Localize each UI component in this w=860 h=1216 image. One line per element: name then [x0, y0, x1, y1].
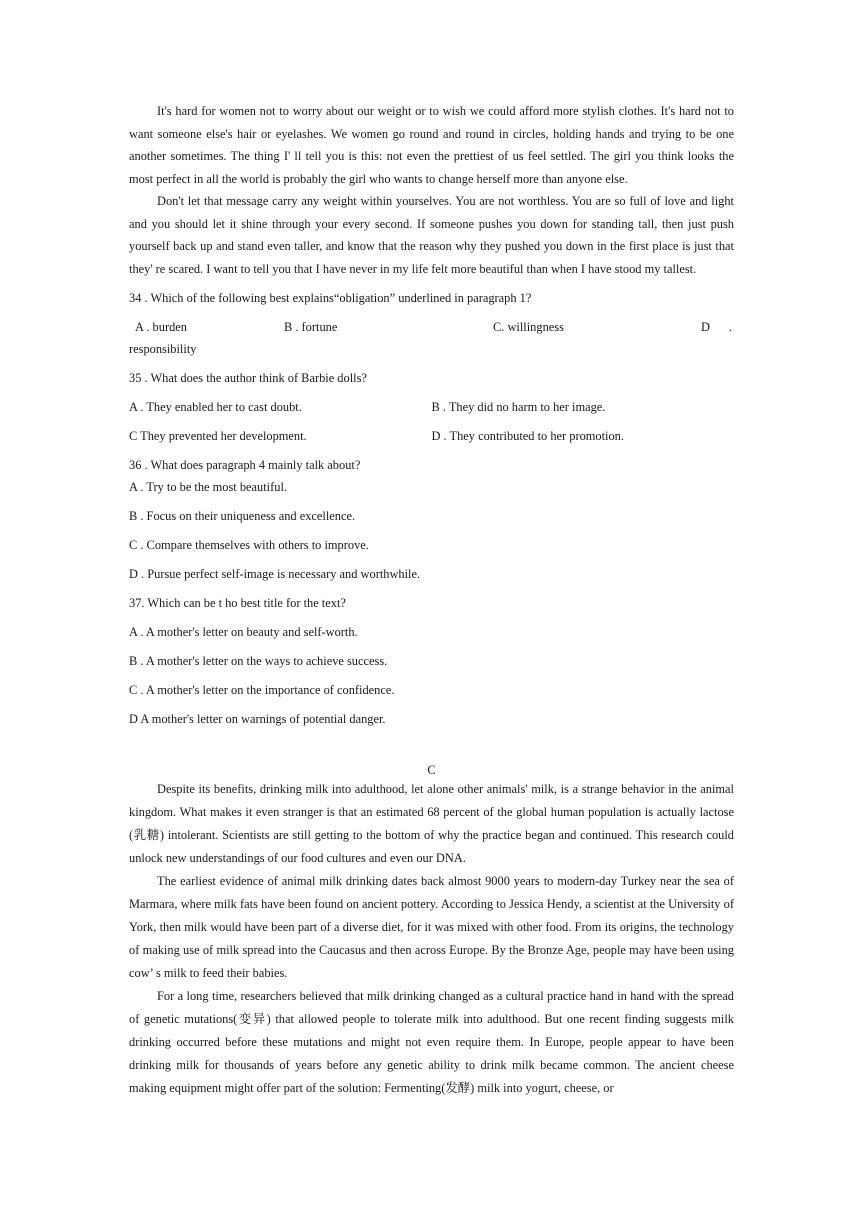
question-34-option-c: C. willingness: [493, 320, 564, 334]
question-34-options: [129, 316, 734, 360]
question-34-option-d-text: responsibility: [129, 342, 197, 356]
paragraph-c-3: For a long time, researchers believed that milk drinking changed as a cultural practice hand in hand with the spread of genetic mutations(变异) that allowed people to tolerate milk into adulthood. But one recent finding suggests milk drinking occurred before these mutations and might not even require them. In Europe, people appear to have been drinking milk for thousands of years before any genetic ability to drink milk became common. The ancient cheese making equipment might offer part of the solution: Fermenting(发酵) milk into yogurt, cheese, or: [129, 989, 734, 1095]
question-36-option-b: B . Focus on their uniqueness and excellence.: [129, 509, 356, 523]
question-35-options-row-2: [129, 425, 734, 447]
question-35-option-d: D . They contributed to her promotion.: [431, 429, 624, 443]
paragraph-b-4: Don't let that message carry any weight within yourselves. You are not worthless. You are so full of love and light and you should let it shine through your every second. If someone pushes you down for standing tall, then just push yourself back up and stand even taller, and know that the reason why they pushed you down in the first place is just that they' re scared. I want to tell you that I have never in my life felt more beautiful than when I have stood my tallest.: [129, 194, 734, 276]
question-35-option-a: A . They enabled her to cast doubt.: [129, 400, 302, 414]
question-36-option-c: C . Compare themselves with others to improve.: [129, 538, 369, 552]
paragraph-b-3: It's hard for women not to worry about our weight or to wish we could afford more stylish clothes. It's hard not to want someone else's hair or eyelashes. We women go round and round in circles, holding hands and trying to be one another sometimes. The thing I' ll tell you is this: not even the prettiest of us feel settled. The girl you think looks the most perfect in all the world is probably the girl who wants to change herself more than anyone else.: [129, 104, 734, 186]
question-35-option-c: C They prevented her development.: [129, 429, 307, 443]
question-36-option-d: D . Pursue perfect self-image is necessary and worthwhile.: [129, 567, 421, 581]
question-34-option-a: A . burden: [135, 320, 187, 334]
question-37-option-c: C . A mother's letter on the importance of confidence.: [129, 683, 395, 697]
question-34-option-d-letter: D: [701, 320, 710, 334]
document-page: [129, 100, 734, 1100]
question-34-option-d-dot: .: [729, 320, 733, 334]
question-37-option-d: D A mother's letter on warnings of potential danger.: [129, 712, 386, 726]
paragraph-c-1: Despite its benefits, drinking milk into adulthood, let alone other animals' milk, is a strange behavior in the animal kingdom. What makes it even stranger is that an estimated 68 percent of the global human population is actually lactose (乳糖) intolerant. Scientists are still getting to the bottom of why the practice began and continued. This research could unlock new understandings of our food cultures and even our DNA.: [129, 782, 734, 865]
question-35-option-b: B . They did no harm to her image.: [431, 400, 606, 414]
question-37-option-b: B . A mother's letter on the ways to achieve success.: [129, 654, 388, 668]
question-37-stem: 37. Which can be t ho best title for the text?: [129, 596, 346, 610]
question-37-option-a: A . A mother's letter on beauty and self-worth.: [129, 625, 358, 639]
question-36-stem: 36 . What does paragraph 4 mainly talk about?: [129, 458, 361, 472]
question-36-option-a: A . Try to be the most beautiful.: [129, 480, 287, 494]
question-35-options-row-1: [129, 396, 734, 418]
paragraph-c-2: The earliest evidence of animal milk drinking dates back almost 9000 years to modern-day Turkey near the sea of Marmara, where milk fats have been found on ancient pottery. According to Jessica Hendy, a scientist at the University of York, then milk would have been part of a diverse diet, for it was mixed with other food. From its origins, the technology of making use of milk spread into the Caucasus and then across Europe. By the Bronze Age, people may have been using cow’ s milk to feed their babies.: [129, 874, 734, 980]
question-34-option-b: B . fortune: [284, 320, 338, 334]
section-c-heading: C: [427, 763, 436, 777]
question-34-stem: 34 . Which of the following best explains“obligation” underlined in paragraph 1?: [129, 291, 532, 305]
question-35-stem: 35 . What does the author think of Barbie dolls?: [129, 371, 367, 385]
